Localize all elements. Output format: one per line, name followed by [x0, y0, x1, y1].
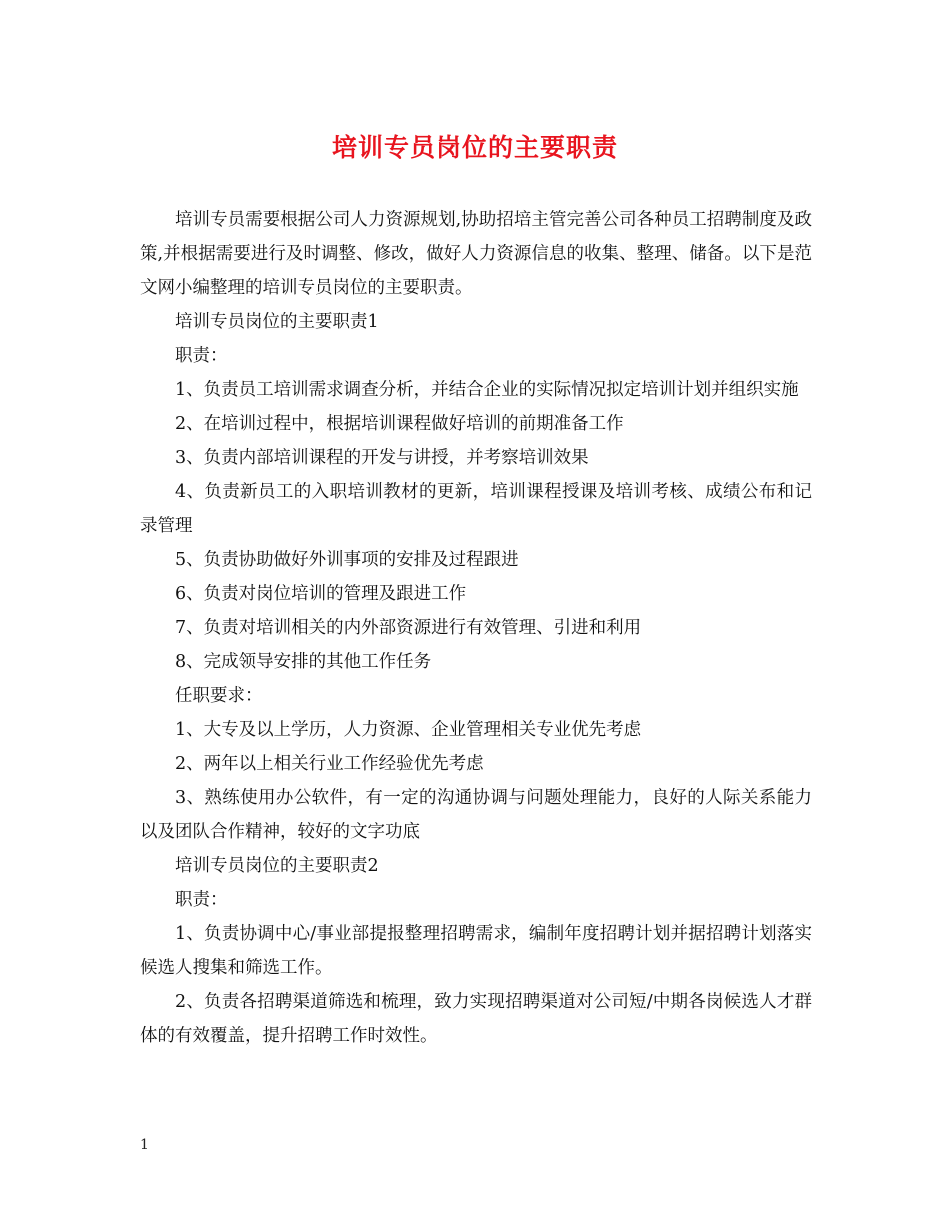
section-heading-1: 培训专员岗位的主要职责1	[175, 312, 379, 332]
duty-item: 6、负责对岗位培训的管理及跟进工作	[175, 584, 467, 604]
duty-item: 8、完成领导安排的其他工作任务	[175, 652, 432, 672]
page-number: 1	[140, 1137, 149, 1153]
duty-item: 7、负责对培训相关的内外部资源进行有效管理、引进和利用	[175, 618, 642, 638]
requirement-item: 2、两年以上相关行业工作经验优先考虑	[175, 754, 484, 774]
duties-label: 职责：	[175, 890, 228, 910]
requirement-item: 1、大专及以上学历，人力资源、企业管理相关专业优先考虑	[175, 720, 642, 740]
section-heading-2: 培训专员岗位的主要职责2	[175, 856, 379, 876]
duty-item: 4、负责新员工的入职培训教材的更新，培训课程授课及培训考核、成绩公布和记录管理	[140, 482, 812, 536]
duties-label: 职责：	[175, 346, 228, 366]
duty-item: 2、负责各招聘渠道筛选和梳理，致力实现招聘渠道对公司短/中期各岗候选人才群体的有效覆盖，提升招聘工作时效性。	[140, 992, 812, 1046]
requirements-label: 任职要求：	[175, 686, 263, 706]
document-body	[140, 203, 812, 1053]
duty-item: 1、负责协调中心/事业部提报整理招聘需求，编制年度招聘计划并据招聘计划落实候选人搜集和筛选工作。	[140, 924, 812, 978]
requirement-item: 3、熟练使用办公软件，有一定的沟通协调与问题处理能力，良好的人际关系能力以及团队合作精神，较好的文字功底	[140, 788, 812, 842]
duty-item: 5、负责协助做好外训事项的安排及过程跟进	[175, 550, 519, 570]
duty-item: 2、在培训过程中，根据培训课程做好培训的前期准备工作	[175, 414, 624, 434]
duty-item: 3、负责内部培训课程的开发与讲授，并考察培训效果	[175, 448, 589, 468]
intro-paragraph: 培训专员需要根据公司人力资源规划,协助招培主管完善公司各种员工招聘制度及政策,并根据需要进行及时调整、修改，做好人力资源信息的收集、整理、储备。以下是范文网小编整理的培训专员岗位的主要职责。	[140, 210, 812, 298]
duty-item: 1、负责员工培训需求调查分析，并结合企业的实际情况拟定培训计划并组织实施	[175, 380, 799, 400]
document-title: 培训专员岗位的主要职责	[331, 133, 618, 162]
